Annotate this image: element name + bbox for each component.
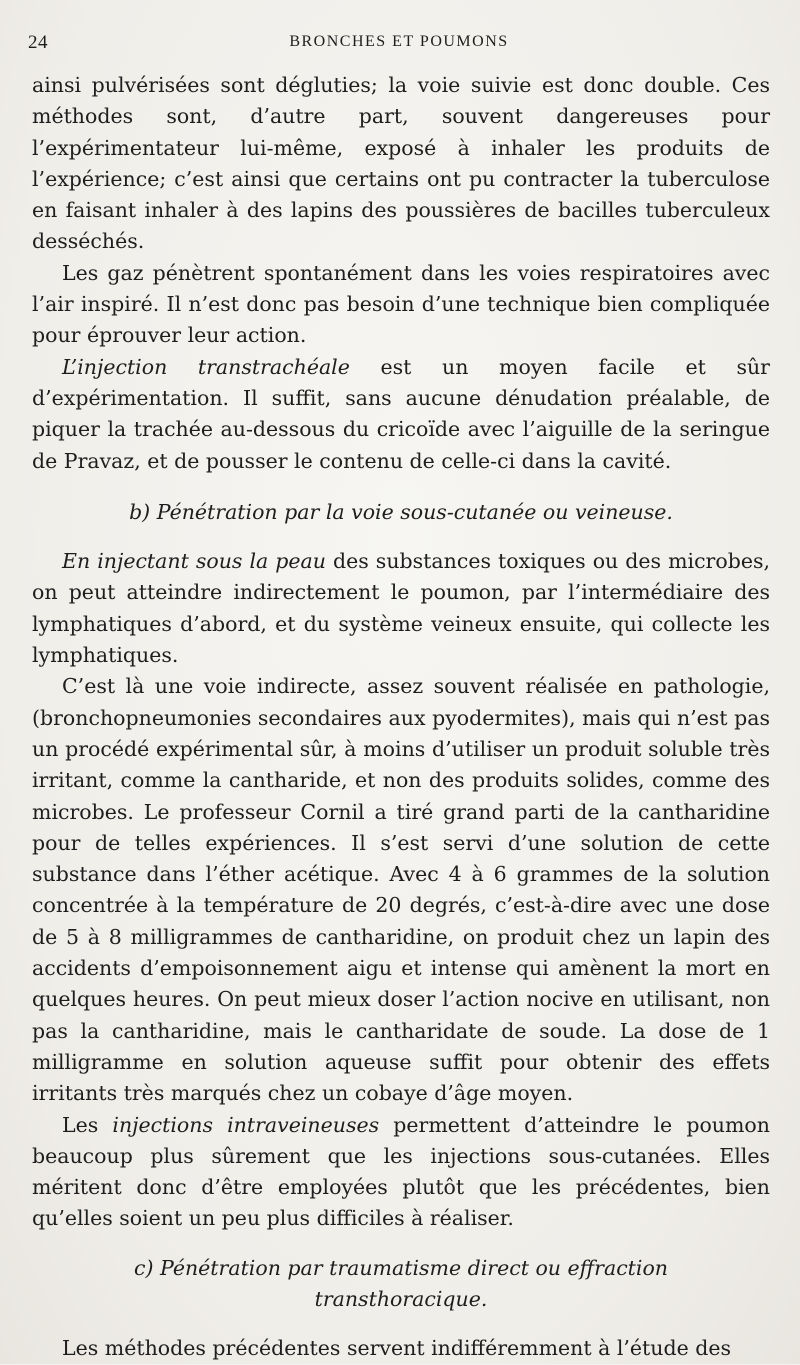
paragraph-final: Les méthodes précédentes servent indifféremment à l’étude des	[62, 1336, 732, 1361]
paragraph-gases: Les gaz pénètrent spontanément dans les voies respiratoires avec l’air inspiré. Il n’est donc pas besoin d’une technique bien compliquée pour éprouver leur action.	[32, 260, 770, 348]
emphasis-transtracheal: L’injection transtrachéale	[62, 354, 350, 379]
body-text	[32, 70, 770, 1365]
paragraph-intravenous: Les injections intraveineuses permettent d’atteindre le poumon beaucoup plus sûrement que les injections sous-cutanées. Elles méritent donc d’être employées plutôt que les précédentes, bien qu’elles soient un peu plus difficiles à réaliser.	[32, 1112, 770, 1231]
section-heading-b: b) Pénétration par la voie sous-cutanée ou veineuse.	[129, 499, 673, 524]
page-number: 24	[28, 32, 48, 53]
paragraph-subcutaneous: En injectant sous la peau des substances toxiques ou des microbes, on peut atteindre indirectement le poumon, par l’intermédiaire des lymphatiques d’abord, et du système veineux ensuite, qui collecte les lymphatiques.	[32, 549, 770, 668]
paragraph-transtracheal: L’injection transtrachéale est un moyen facile et sûr d’expérimentation. Il suffit, sans aucune dénudation préalable, de piquer la trachée au-dessous du cricoïde avec l’aiguille de la seringue de Pravaz, et de pousser le contenu de celle-ci dans la cavité.	[32, 354, 770, 473]
section-heading-c: c) Pénétration par traumatisme direct ou effraction transthoracique.	[133, 1255, 669, 1311]
emphasis-intravenous: injections intraveineuses	[112, 1112, 380, 1137]
paragraph-continuation: ainsi pulvérisées sont dégluties; la voie suivie est donc double. Ces méthodes sont, d’autre part, souvent dangereuses pour l’expérimentateur lui-même, exposé à inhaler les produits de l’expérience; c’est ainsi que certains ont pu contracter la tuberculose en faisant inhaler à des lapins des poussières de bacilles tuberculeux desséchés.	[32, 73, 770, 254]
running-title: BRONCHES ET POUMONS	[289, 33, 509, 50]
paragraph-cantharidine: C’est là une voie indirecte, assez souvent réalisée en pathologie, (bronchopneumonies secondaires aux pyodermites), mais qui n’est pas un procédé expérimental sûr, à moins d’utiliser un produit soluble très irritant, comme la cantharide, et non des produits solides, comme des microbes. Le professeur Cornil a tiré grand parti de la cantharidine pour de telles expériences. Il s’est servi d’une solution de cette substance dans l’éther acétique. Avec 4 à 6 grammes de la solution concentrée à la température de 20 degrés, c’est-à-dire avec une dose de 5 à 8 milligrammes de cantharidine, on produit chez un lapin des accidents d’empoisonnement aigu et intense qui amènent la mort en quelques heures. On peut mieux doser l’action nocive en utilisant, non pas la cantharidine, mais le cantharidate de soude. La dose de 1 milligramme en solution aqueuse suffit pour obtenir des effets irritants très marqués chez un cobaye d’âge moyen.	[32, 674, 770, 1106]
page-header	[28, 32, 770, 58]
emphasis-subcutaneous: En injectant sous la peau	[62, 549, 326, 574]
